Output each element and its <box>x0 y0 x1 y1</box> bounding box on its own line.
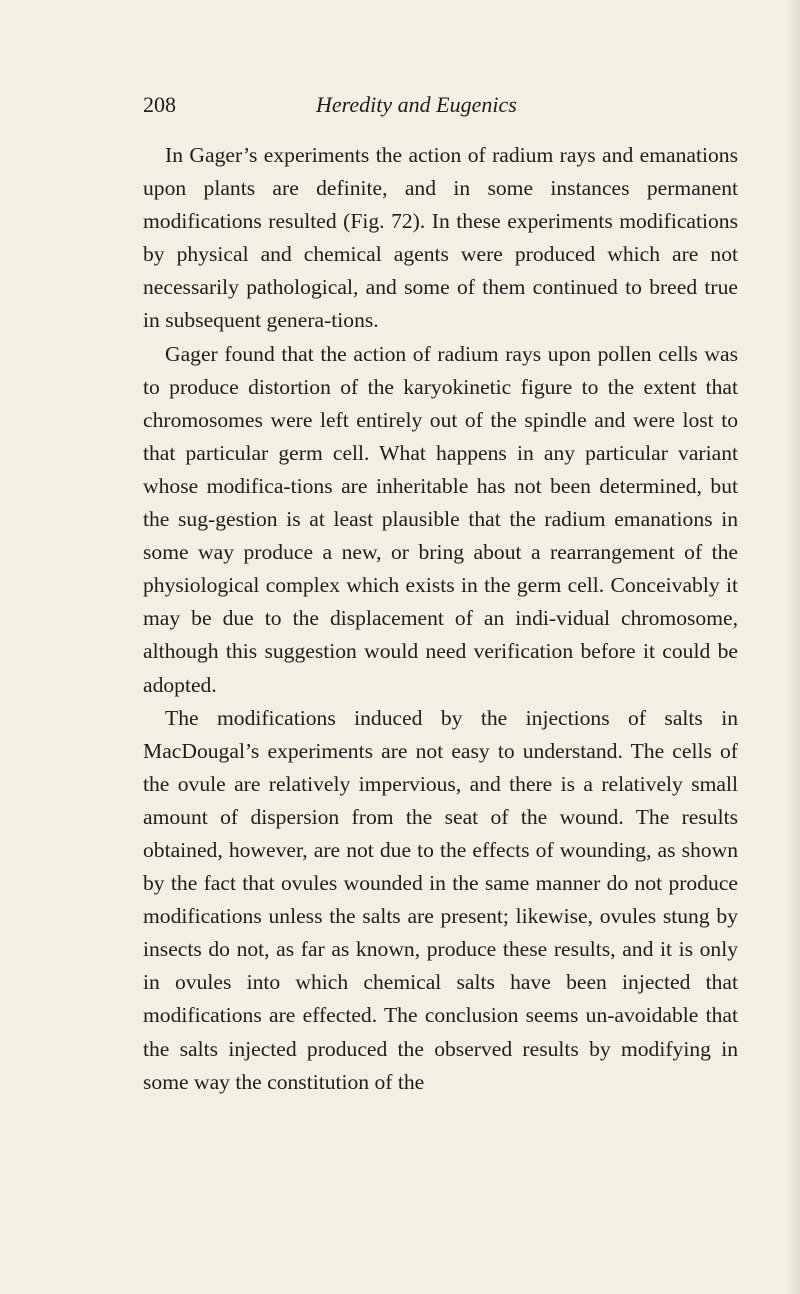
paragraph-1: In Gager’s experiments the action of radium rays and emanations upon plants are definite, and in some instances permanent modifications resulted (Fig. 72). In these experiments modifications by physical and chemical agents were produced which are not necessarily pathological, and some of them continued to breed true in subsequent genera-tions. <box>143 143 738 333</box>
paragraph-2: Gager found that the action of radium rays upon pollen cells was to produce distortion of the karyokinetic figure to the extent that chromosomes were left entirely out of the spindle and were lost to that particular germ cell. What happens in any particular variant whose modifica-tions are inheritable has not been determined, but the sug-gestion is at least plausible that the radium emanations in some way produce a new, or bring about a rearrangement of the physiological complex which exists in the germ cell. Conceivably it may be due to the displacement of an indi-vidual chromosome, although this suggestion would need verification before it could be adopted. <box>143 341 738 697</box>
page-edge-shadow <box>786 0 800 1294</box>
paragraph-3: The modifications induced by the injections of salts in MacDougal’s experiments are not easy to understand. The cells of the ovule are relatively impervious, and there is a relatively small amount of dispersion from the seat of the wound. The results obtained, however, are not due to the effects of wounding, as shown by the fact that ovules wounded in the same manner do not produce modifications unless the salts are present; likewise, ovules stung by insects do not, as far as known, produce these results, and it is only in ovules into which chemical salts have been injected that modifications are effected. The conclusion seems un-avoidable that the salts injected produced the observed results by modifying in some way the constitution of the <box>143 705 738 1094</box>
running-head <box>143 92 738 122</box>
running-title: Heredity and Eugenics <box>316 92 517 117</box>
body-text <box>143 139 738 1099</box>
page-number: 208 <box>143 92 176 117</box>
